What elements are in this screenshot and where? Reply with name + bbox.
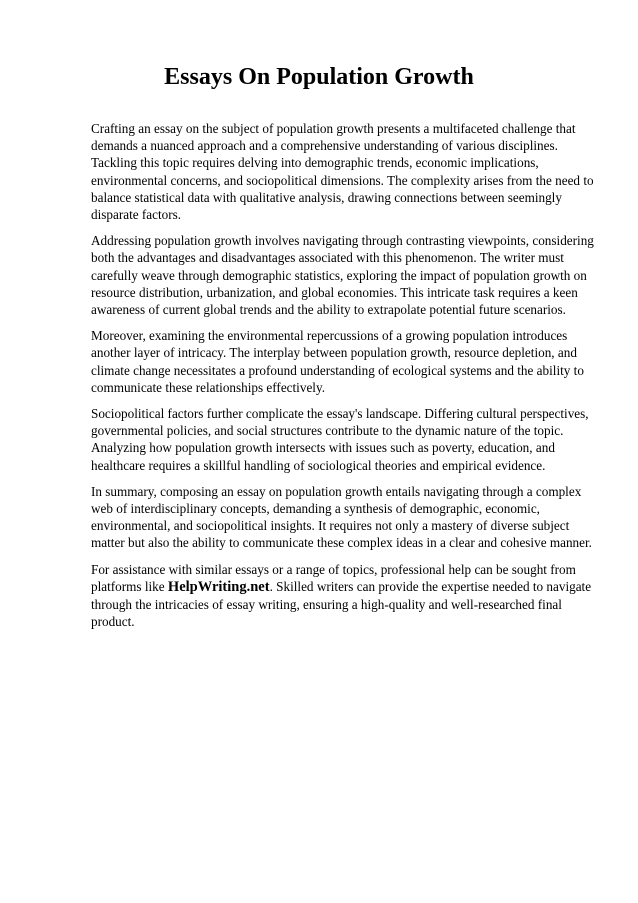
paragraph-summary: In summary, composing an essay on population growth entails navigating through a complex web of interdisciplinary concepts, demanding a synthesis of demographic, economic, environmental, and sociopolitical insights. It requires not only a mastery of diverse subject matter but also the ability to communicate these complex ideas in a clear and cohesive manner. xyxy=(91,483,592,551)
closing-text-after-link: . Skilled writers can provide the expertise needed to navigate through the intricacies of essay writing, ensuring a high-quality and well-researched final product. xyxy=(91,578,592,630)
document-body xyxy=(91,120,596,639)
closing-text-before-link: For assistance with similar essays or a range of topics, professional help can be sought from platforms like xyxy=(91,561,576,594)
paragraph-closing xyxy=(91,561,596,631)
paragraph-environment: Moreover, examining the environmental repercussions of a growing population introduces another layer of intricacy. The interplay between population growth, resource depletion, and climate change necessitates a profound understanding of ecological systems and the ability to communicate these relationships effectively. xyxy=(91,328,584,395)
helpwriting-link[interactable]: HelpWriting.net xyxy=(167,578,270,595)
paragraph-intro: Crafting an essay on the subject of population growth presents a multifaceted challenge that demands a nuanced approach and a comprehensive understanding of various disciplines. Tackling this topic requires delving into demographic trends, economic implications, environmental concerns, and sociopolitical dimensions. The complexity arises from the need to balance statistical data with qualitative analysis, drawing connections between seemingly disparate factors. xyxy=(91,121,594,223)
paragraph-sociopolitical: Sociopolitical factors further complicate the essay's landscape. Differing cultural perspectives, governmental policies, and social structures contribute to the dynamic nature of the topic. Analyzing how population growth intersects with issues such as poverty, education, and healthcare requires a skillful handling of sociological theories and empirical evidence. xyxy=(91,406,589,473)
paragraph-viewpoints: Addressing population growth involves navigating through contrasting viewpoints, considering both the advantages and disadvantages associated with this phenomenon. The writer must carefully weave through demographic statistics, exploring the impact of population growth on resource distribution, urbanization, and global economies. This intricate task requires a keen awareness of current global trends and the ability to extrapolate potential future scenarios. xyxy=(91,233,594,318)
page-title: Essays On Population Growth xyxy=(164,64,474,90)
